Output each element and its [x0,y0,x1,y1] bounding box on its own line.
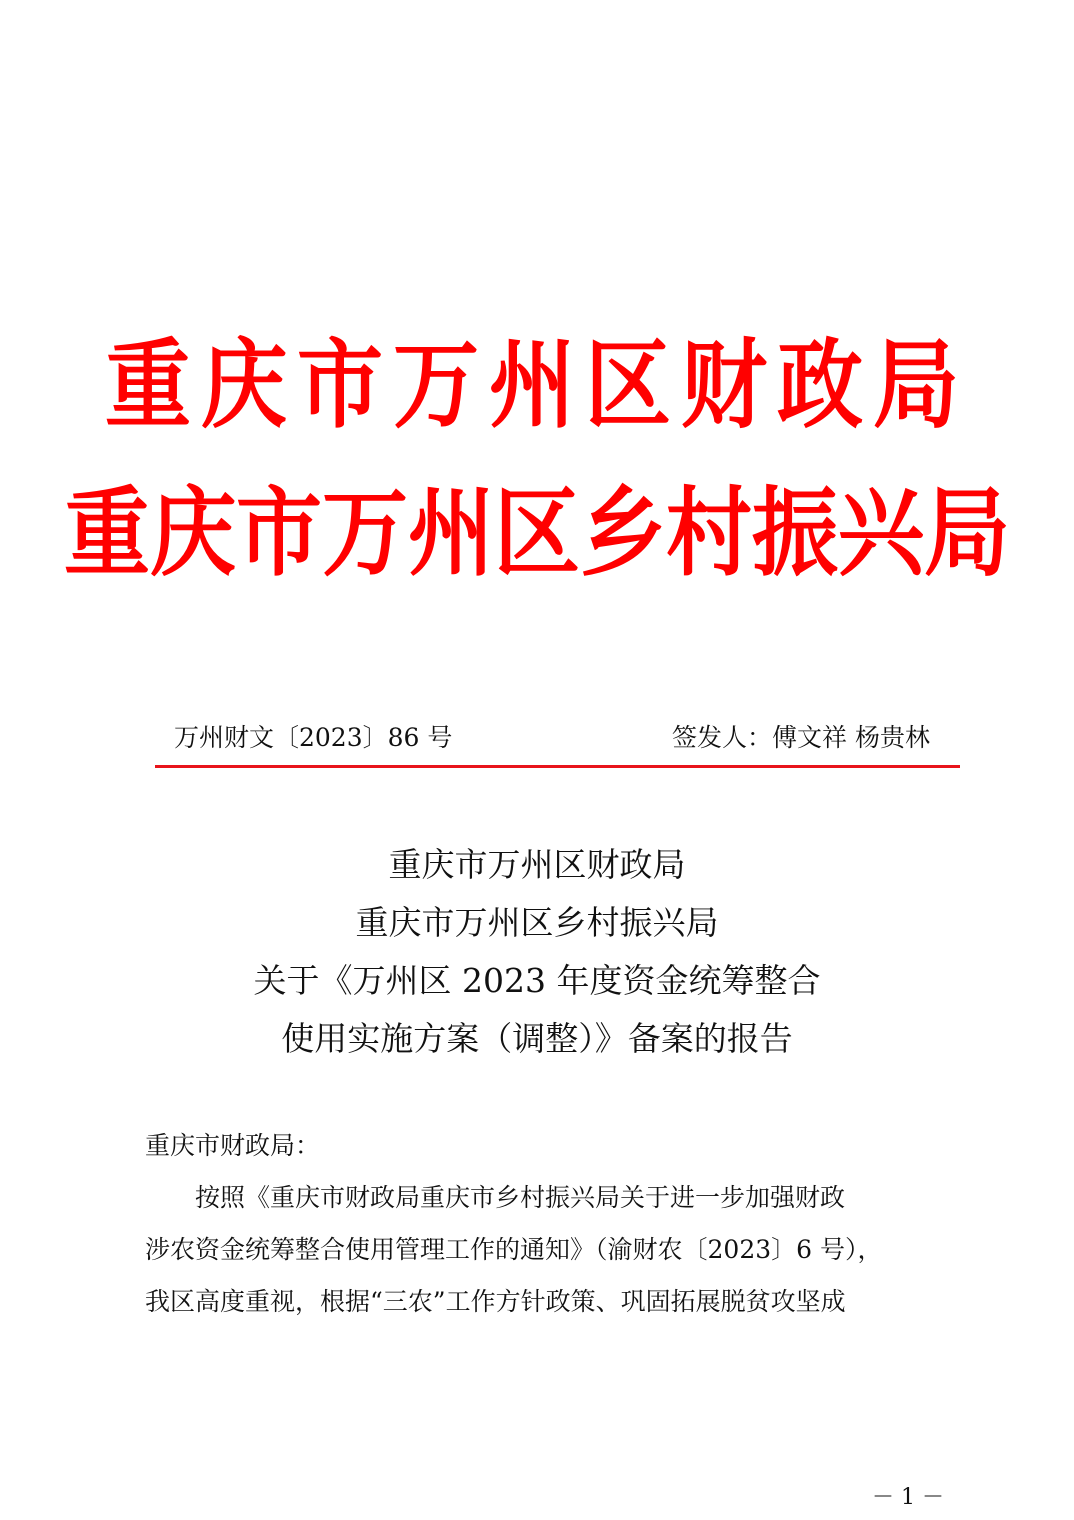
title-line-1: 重庆市万州区财政局 [388,845,686,884]
page-number: － 1 － [872,1485,944,1510]
paragraph-line: 涉农资金统筹整合使用管理工作的通知》（渝财农〔2023〕6 号）， [145,1235,883,1264]
title-line-3: 关于《万州区 2023 年度资金统筹整合 [253,961,821,1000]
signer: 签发人：傅文祥 杨贵林 [672,723,930,752]
red-separator-line [155,765,960,768]
paragraph-line: 按照《重庆市财政局重庆市乡村振兴局关于进一步加强财政 [145,1183,846,1212]
document-number: 万州财文〔2023〕86 号 [174,723,453,752]
body-paragraph [145,1172,945,1328]
issuing-authority-header-2: 重庆市万州区乡村振兴局 [64,476,1010,590]
title-line-2: 重庆市万州区乡村振兴局 [355,903,719,942]
addressee: 重庆市财政局： [145,1131,321,1160]
issuing-authority-header-1: 重庆市万州区财政局 [105,328,969,442]
paragraph-line: 我区高度重视，根据“三农”工作方针政策、巩固拓展脱贫攻坚成 [145,1287,846,1316]
title-line-4: 使用实施方案（调整）》备案的报告 [281,1019,793,1058]
document-title [0,836,1074,1068]
